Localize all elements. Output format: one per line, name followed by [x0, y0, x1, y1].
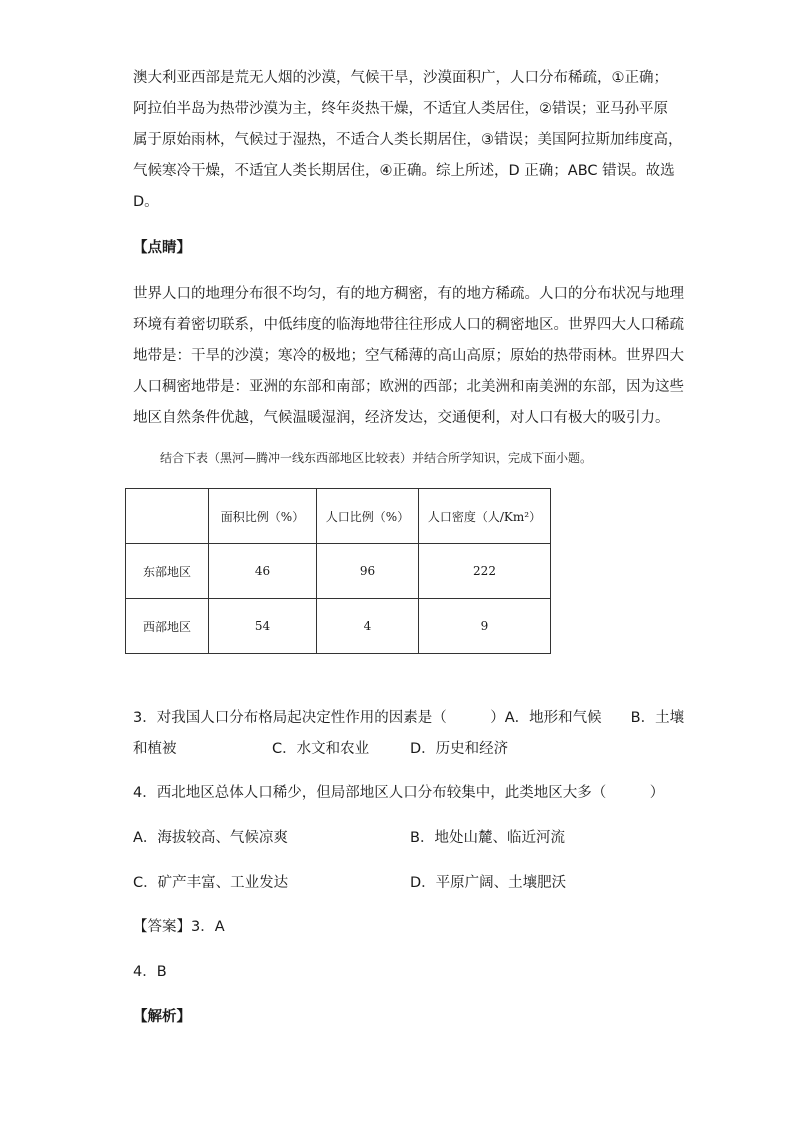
answer-line: 【答案】3．A [133, 919, 225, 935]
table-cell: 东部地区 [126, 544, 209, 599]
table-cell: 96 [317, 544, 419, 599]
dianjing-line-5: 地区自然条件优越，气候温暖湿润，经济发达，交通便利，对人口有极大的吸引力。 [133, 410, 670, 426]
table-cell: 46 [209, 544, 317, 599]
table-cell: 9 [419, 599, 551, 654]
table-row [126, 544, 551, 599]
table-cell: 西部地区 [126, 599, 209, 654]
comparison-table [125, 488, 551, 654]
table-cell: 54 [209, 599, 317, 654]
intro-line-3: 属于原始雨林，气候过于湿热，不适合人类长期居住，③错误；美国阿拉斯加纬度高， [133, 132, 683, 148]
dianjing-line-1: 世界人口的地理分布很不均匀，有的地方稠密，有的地方稀疏。人口的分布状况与地理 [133, 286, 684, 302]
jiexi-heading: 【解析】 [133, 1009, 191, 1025]
question-4-stem: 4．西北地区总体人口稀少，但局部地区人口分布较集中，此类地区大多（ ） [133, 785, 665, 801]
dianjing-line-4: 人口稠密地带是：亚洲的东部和南部；欧洲的西部；北美洲和南美洲的东部，因为这些 [133, 379, 684, 395]
question-4-option-c: C．矿产丰富、工业发达 [133, 875, 289, 891]
table-header-cell [126, 489, 209, 544]
question-3-option-c: C．水文和农业 [272, 741, 370, 757]
question-4-option-d: D．平原广阔、土壤肥沃 [410, 875, 567, 891]
table-caption: 结合下表（黑河—腾冲一线东西部地区比较表）并结合所学知识，完成下面小题。 [160, 451, 593, 465]
dianjing-line-3: 地带是：干旱的沙漠；寒冷的极地；空气稀薄的高山高原；原始的热带雨林。世界四大 [133, 348, 684, 364]
question-4-option-a: A．海拔较高、气候凉爽 [133, 830, 288, 846]
table-header-cell: 人口密度（人/Km²） [419, 489, 551, 544]
intro-line-1: 澳大利亚西部是荒无人烟的沙漠，气候干旱，沙漠面积广，人口分布稀疏，①正确； [133, 70, 668, 86]
intro-line-2: 阿拉伯半岛为热带沙漠为主，终年炎热干燥，不适宜人类居住，②错误；亚马孙平原 [133, 101, 668, 117]
question-3-option-d: D．历史和经济 [410, 741, 509, 757]
table-cell: 4 [317, 599, 419, 654]
dianjing-heading: 【点睛】 [133, 240, 191, 256]
table-header-cell: 面积比例（%） [209, 489, 317, 544]
question-4-option-b: B．地处山麓、临近河流 [410, 830, 565, 846]
answer-line-2: 4．B [133, 964, 167, 980]
table-header-row [126, 489, 551, 544]
dianjing-line-2: 环境有着密切联系，中低纬度的临海地带往往形成人口的稠密地区。世界四大人口稀疏 [133, 317, 684, 333]
intro-line-4: 气候寒冷干燥，不适宜人类长期居住，④正确。综上所述，D 正确；ABC 错误。故选 [133, 163, 675, 179]
question-3-line-1: 3．对我国人口分布格局起决定性作用的因素是（ ）A．地形和气候 B．土壤 [133, 710, 685, 726]
table-cell: 222 [419, 544, 551, 599]
intro-line-5: D。 [133, 194, 159, 210]
question-3-option-b-continued: 和植被 [133, 741, 177, 757]
table-header-cell: 人口比例（%） [317, 489, 419, 544]
table-row [126, 599, 551, 654]
